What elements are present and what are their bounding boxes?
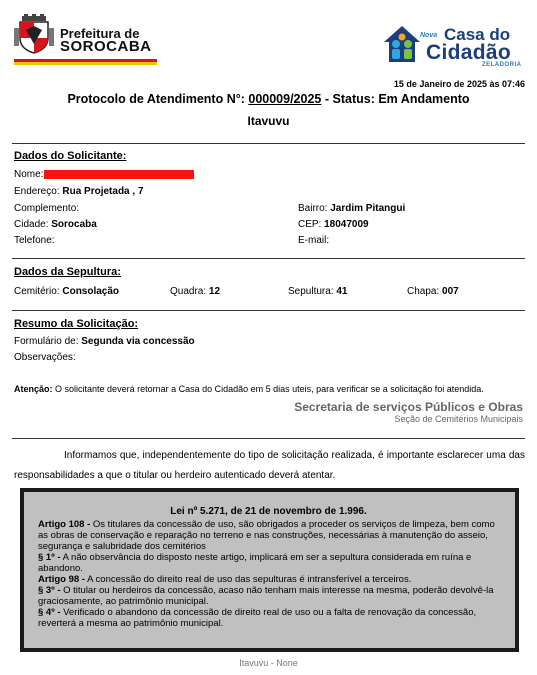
resumo-title: Resumo da Solicitação: [14,318,139,330]
attention-label: Atenção: [14,384,53,394]
bairro-value: Jardim Pitangui [330,203,406,214]
email-field [298,235,329,246]
sorocaba-crest-icon [14,14,54,54]
law-item-text: A concessão do direito real de uso das sepulturas é intransferível a terceiros. [87,574,412,585]
prefeitura-color-bar [14,59,157,65]
casa-zeladoria: ZELADORIA [482,62,522,68]
cidade-label: Cidade: [14,219,49,230]
nome-label: Nome: [14,169,44,180]
email-label: E-mail: [298,235,330,246]
law-item-label: Artigo 98 - [38,574,85,585]
divider [12,310,525,311]
telefone-field [14,235,55,246]
law-item [38,607,499,629]
law-box [20,488,519,652]
prefeitura-logo [14,14,164,66]
law-item-label: § 4º - [38,607,61,618]
divider [12,143,525,144]
chapa-label: Chapa: [407,286,440,297]
chapa-value: 007 [442,286,459,297]
endereco-value: Rua Projetada , 7 [62,186,144,197]
attention-text: O solicitante deverá retornar a Casa do Cidadão em 5 dias uteis, para verificar se a solicitação foi atendida. [55,384,484,394]
observacoes-field [14,352,76,363]
law-item-text: Os titulares da concessão de uso, são obrigados a proceder os serviços de limpeza, bem como as obras de conservação e reparação no terreno e nas construções, necessárias à manutenção do asseio, segurança e salubridade dos cemitérios [38,519,495,552]
sepultura-field [288,286,348,297]
secretaria-sub: Seção de Cemitérios Municipais [394,414,523,424]
law-item-text: O titular ou herdeiros da concessão, acaso não tenham mais interesse na mesma, poderão devolvê-la graciosamente, ao patrimônio municipal. [38,585,494,607]
protocol-heading [0,92,537,106]
quadra-value: 12 [208,286,221,297]
chapa-field [407,286,459,297]
casa-line1: Casa do [444,25,511,44]
complemento-label: Complemento: [14,203,80,214]
formulario-field [14,336,195,347]
info-text: Informamos que, independentemente do tipo de solicitação realizada, é importante esclarecer uma das responsabilidades a que o titular ou herdeiro autenticado deverá atentar. [14,450,525,481]
house-people-icon [382,24,422,64]
law-item [38,574,499,585]
secretaria-name: Secretaria de serviços Públicos e Obras [294,400,523,414]
divider [12,258,525,259]
protocol-number: 000009/2025 [248,92,322,106]
law-title: Lei nº 5.271, de 21 de novembro de 1.996. [170,506,367,517]
formulario-value: Segunda via concessão [81,336,195,347]
prefeitura-line1: Prefeitura de [60,26,140,41]
telefone-label: Telefone: [14,235,55,246]
protocol-place: Itavuvu [247,114,290,128]
sepultura-title: Dados da Sepultura: [14,266,121,278]
cidade-value: Sorocaba [51,219,97,230]
law-item-text: Verificado o abandono da concessão de direito real de uso ou a falta de renovação da concessão, reverterá a mesma ao patrimônio municipal. [38,607,477,629]
attention-note [14,384,484,394]
endereco-label: Endereço: [14,186,60,197]
divider [12,438,525,439]
formulario-label: Formulário de: [14,336,79,347]
law-item [38,552,499,574]
endereco-field [14,186,144,197]
casa-cidadao-logo [382,24,522,72]
prefeitura-name [60,27,152,53]
protocol-status: - Status: Em Andamento [324,92,470,106]
bairro-label: Bairro: [298,203,328,214]
cep-value: 18047009 [324,219,369,230]
prefeitura-line2: SOROCABA [60,38,152,55]
law-item-label: Artigo 108 - [38,519,91,530]
bairro-field [298,203,405,214]
cemiterio-field [14,286,119,297]
redacted-name [44,170,194,179]
casa-line2: Cidadão [426,41,511,64]
cemiterio-label: Cemitério: [14,286,60,297]
cep-field [298,219,369,230]
issue-datetime: 15 de Janeiro de 2025 às 07:46 [393,79,525,89]
law-item [38,519,499,552]
page-footer: Itavuvu - None [239,658,298,668]
observacoes-label: Observações: [14,352,76,363]
cidade-field [14,219,97,230]
sepultura-value: 41 [336,286,348,297]
law-item [38,585,499,607]
law-item-label: § 3º - [38,585,61,596]
cemiterio-value: Consolação [62,286,120,297]
solicitante-title: Dados do Solicitante: [14,150,127,162]
cep-label: CEP: [298,219,322,230]
nome-field [14,169,194,180]
complemento-field [14,203,79,214]
info-paragraph [14,446,525,486]
law-item-label: § 1º - [38,552,61,563]
sepultura-label: Sepultura: [288,286,334,297]
law-item-text: A não observância do disposto neste artigo, implicará em ser a sepultura considerada em ruína e abandono. [38,552,472,574]
protocol-label: Protocolo de Atendimento N°: [67,92,245,106]
quadra-field [170,286,220,297]
casa-nova-label: Nova [420,32,438,39]
quadra-label: Quadra: [170,286,207,297]
